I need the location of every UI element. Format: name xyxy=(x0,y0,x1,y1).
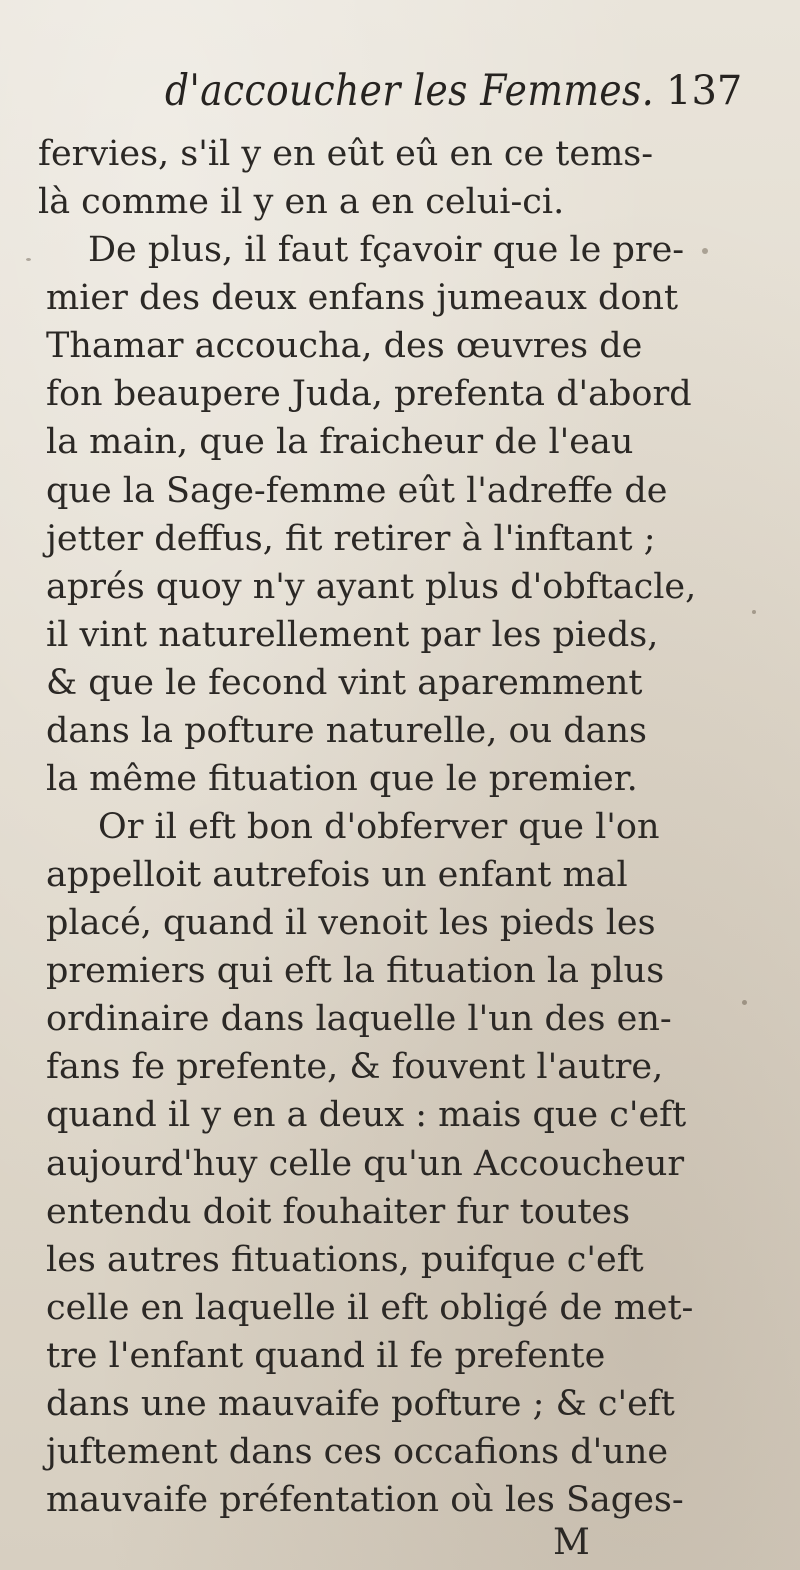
text-line: fans fe prefente, & fouvent l'autre, xyxy=(46,1047,664,1087)
text-line: les autres fituations, puifque c'eft xyxy=(46,1240,644,1280)
text-line: appelloit autrefois un enfant mal xyxy=(46,855,628,895)
text-line: celle en laquelle il eft obligé de met- xyxy=(46,1288,694,1328)
text-line: fon beaupere Juda, prefenta d'abord xyxy=(46,374,692,414)
text-line: là comme il y en a en celui-ci. xyxy=(38,182,565,222)
catchword: M xyxy=(553,1522,590,1563)
text-line: premiers qui eft la fituation la plus xyxy=(46,951,665,991)
text-line: il vint naturellement par les pieds, xyxy=(46,615,659,655)
text-line: Thamar accoucha, des œuvres de xyxy=(46,326,643,366)
text-line: aujourd'huy celle qu'un Accoucheur xyxy=(46,1144,685,1184)
text-line: quand il y en a deux : mais que c'eft xyxy=(46,1095,687,1135)
page-number: 137 xyxy=(666,68,743,114)
text-line: aprés quoy n'y ayant plus d'obftacle, xyxy=(46,567,697,607)
text-line: mier des deux enfans jumeaux dont xyxy=(46,278,679,318)
text-line: & que le fecond vint aparemment xyxy=(46,663,643,703)
text-line: entendu doit fouhaiter fur toutes xyxy=(46,1192,631,1232)
text-line: Or il eft bon d'obferver que l'on xyxy=(98,807,660,847)
text-line: la main, que la fraicheur de l'eau xyxy=(46,422,634,462)
text-line: ordinaire dans laquelle l'un des en- xyxy=(46,999,672,1039)
text-line: dans une mauvaife pofture ; & c'eft xyxy=(46,1384,675,1424)
text-line: placé, quand il venoit les pieds les xyxy=(46,903,656,943)
text-line: mauvaife préfentation où les Sages- xyxy=(46,1480,684,1520)
text-line: juftement dans ces occafions d'une xyxy=(46,1432,669,1472)
running-title: d'accoucher les Femmes. xyxy=(165,66,655,116)
text-line: que la Sage-femme eût l'adreffe de xyxy=(46,471,668,511)
text-line: fervies, s'il y en eût eû en ce tems- xyxy=(38,134,654,174)
text-line: dans la pofture naturelle, ou dans xyxy=(46,711,648,751)
text-line: jetter deffus, fit retirer à l'inftant ; xyxy=(46,519,656,559)
text-line: la même fituation que le premier. xyxy=(46,759,638,799)
text-line: tre l'enfant quand il fe prefente xyxy=(46,1336,606,1376)
text-line: De plus, il faut fçavoir que le pre- xyxy=(88,230,685,270)
